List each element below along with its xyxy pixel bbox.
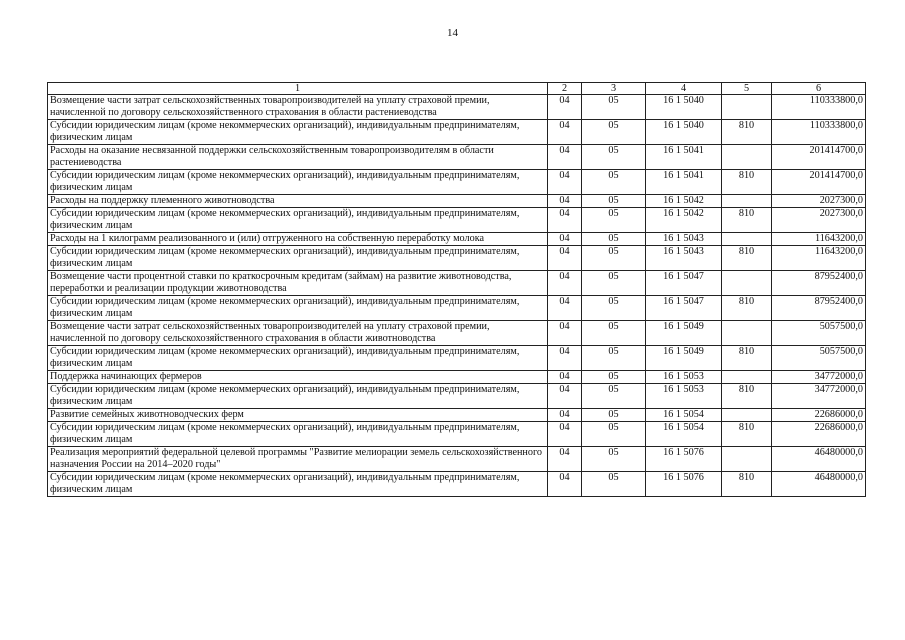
item-name: Субсидии юридическим лицам (кроме некоммерческих организаций), индивидуальным предпринимателям, физическим лицам (48, 208, 548, 233)
header-cell: 5 (722, 83, 772, 95)
table-row (48, 271, 866, 296)
amount: 2027300,0 (772, 208, 866, 233)
expense-type-code: 810 (722, 296, 772, 321)
target-article-code: 16 1 5076 (646, 472, 722, 497)
header-cell: 6 (772, 83, 866, 95)
table-row (48, 422, 866, 447)
subsection-code: 05 (582, 447, 646, 472)
expense-type-code (722, 233, 772, 246)
expense-type-code: 810 (722, 208, 772, 233)
expense-type-code: 810 (722, 170, 772, 195)
table-row (48, 120, 866, 145)
expense-type-code: 810 (722, 246, 772, 271)
section-code: 04 (548, 384, 582, 409)
subsection-code: 05 (582, 170, 646, 195)
subsection-code: 05 (582, 472, 646, 497)
subsection-code: 05 (582, 145, 646, 170)
target-article-code: 16 1 5053 (646, 384, 722, 409)
target-article-code: 16 1 5043 (646, 246, 722, 271)
subsection-code: 05 (582, 246, 646, 271)
amount: 34772000,0 (772, 384, 866, 409)
amount: 201414700,0 (772, 170, 866, 195)
item-name: Субсидии юридическим лицам (кроме некоммерческих организаций), индивидуальным предпринимателям, физическим лицам (48, 422, 548, 447)
table-row (48, 246, 866, 271)
table-row (48, 346, 866, 371)
table-row (48, 233, 866, 246)
target-article-code: 16 1 5054 (646, 409, 722, 422)
header-row (48, 83, 866, 95)
subsection-code: 05 (582, 120, 646, 145)
target-article-code: 16 1 5042 (646, 208, 722, 233)
target-article-code: 16 1 5040 (646, 95, 722, 120)
amount: 11643200,0 (772, 233, 866, 246)
amount: 34772000,0 (772, 371, 866, 384)
amount: 11643200,0 (772, 246, 866, 271)
amount: 22686000,0 (772, 409, 866, 422)
subsection-code: 05 (582, 321, 646, 346)
section-code: 04 (548, 95, 582, 120)
target-article-code: 16 1 5043 (646, 233, 722, 246)
item-name: Возмещение части затрат сельскохозяйственных товаропроизводителей на уплату страховой премии, начисленной по договору сельскохозяйственного страхования в области животноводства (48, 321, 548, 346)
section-code: 04 (548, 321, 582, 346)
table-row (48, 384, 866, 409)
expense-type-code (722, 271, 772, 296)
expense-type-code: 810 (722, 346, 772, 371)
section-code: 04 (548, 145, 582, 170)
table-row (48, 296, 866, 321)
amount: 87952400,0 (772, 296, 866, 321)
amount: 46480000,0 (772, 447, 866, 472)
item-name: Расходы на поддержку племенного животноводства (48, 195, 548, 208)
section-code: 04 (548, 422, 582, 447)
target-article-code: 16 1 5041 (646, 145, 722, 170)
table-body (48, 95, 866, 497)
amount: 2027300,0 (772, 195, 866, 208)
header-cell: 3 (582, 83, 646, 95)
table-row (48, 95, 866, 120)
subsection-code: 05 (582, 208, 646, 233)
table-row (48, 409, 866, 422)
section-code: 04 (548, 296, 582, 321)
amount: 110333800,0 (772, 120, 866, 145)
expense-type-code (722, 409, 772, 422)
page-number: 14 (447, 27, 458, 39)
subsection-code: 05 (582, 95, 646, 120)
expense-type-code (722, 195, 772, 208)
item-name: Субсидии юридическим лицам (кроме некоммерческих организаций), индивидуальным предпринимателям, физическим лицам (48, 246, 548, 271)
target-article-code: 16 1 5049 (646, 346, 722, 371)
amount: 87952400,0 (772, 271, 866, 296)
table-row (48, 170, 866, 195)
table-row (48, 321, 866, 346)
target-article-code: 16 1 5047 (646, 296, 722, 321)
target-article-code: 16 1 5049 (646, 321, 722, 346)
subsection-code: 05 (582, 371, 646, 384)
section-code: 04 (548, 246, 582, 271)
subsection-code: 05 (582, 271, 646, 296)
expense-type-code (722, 145, 772, 170)
header-cell: 1 (48, 83, 548, 95)
item-name: Субсидии юридическим лицам (кроме некоммерческих организаций), индивидуальным предпринимателям, физическим лицам (48, 120, 548, 145)
section-code: 04 (548, 447, 582, 472)
section-code: 04 (548, 346, 582, 371)
target-article-code: 16 1 5053 (646, 371, 722, 384)
table-row (48, 447, 866, 472)
section-code: 04 (548, 195, 582, 208)
expense-type-code: 810 (722, 472, 772, 497)
section-code: 04 (548, 208, 582, 233)
section-code: 04 (548, 170, 582, 195)
section-code: 04 (548, 409, 582, 422)
table-row (48, 208, 866, 233)
amount: 5057500,0 (772, 346, 866, 371)
item-name: Субсидии юридическим лицам (кроме некоммерческих организаций), индивидуальным предпринимателям, физическим лицам (48, 170, 548, 195)
item-name: Возмещение части затрат сельскохозяйственных товаропроизводителей на уплату страховой премии, начисленной по договору сельскохозяйственного страхования в области растениеводства (48, 95, 548, 120)
item-name: Реализация мероприятий федеральной целевой программы "Развитие мелиорации земель сельскохозяйственного назначения России на 2014–2020 годы" (48, 447, 548, 472)
subsection-code: 05 (582, 409, 646, 422)
amount: 22686000,0 (772, 422, 866, 447)
header-cell: 4 (646, 83, 722, 95)
target-article-code: 16 1 5041 (646, 170, 722, 195)
subsection-code: 05 (582, 346, 646, 371)
amount: 46480000,0 (772, 472, 866, 497)
section-code: 04 (548, 472, 582, 497)
amount: 5057500,0 (772, 321, 866, 346)
target-article-code: 16 1 5040 (646, 120, 722, 145)
budget-table (47, 82, 866, 497)
section-code: 04 (548, 120, 582, 145)
table-row (48, 472, 866, 497)
amount: 201414700,0 (772, 145, 866, 170)
item-name: Возмещение части процентной ставки по краткосрочным кредитам (займам) на развитие животноводства, переработки и реализации продукции животноводства (48, 271, 548, 296)
subsection-code: 05 (582, 296, 646, 321)
subsection-code: 05 (582, 195, 646, 208)
target-article-code: 16 1 5054 (646, 422, 722, 447)
item-name: Субсидии юридическим лицам (кроме некоммерческих организаций), индивидуальным предпринимателям, физическим лицам (48, 472, 548, 497)
expense-type-code: 810 (722, 422, 772, 447)
item-name: Развитие семейных животноводческих ферм (48, 409, 548, 422)
item-name: Расходы на оказание несвязанной поддержки сельскохозяйственным товаропроизводителям в области растениеводства (48, 145, 548, 170)
subsection-code: 05 (582, 384, 646, 409)
item-name: Субсидии юридическим лицам (кроме некоммерческих организаций), индивидуальным предпринимателям, физическим лицам (48, 346, 548, 371)
header-cell: 2 (548, 83, 582, 95)
expense-type-code: 810 (722, 120, 772, 145)
target-article-code: 16 1 5047 (646, 271, 722, 296)
item-name: Субсидии юридическим лицам (кроме некоммерческих организаций), индивидуальным предпринимателям, физическим лицам (48, 384, 548, 409)
subsection-code: 05 (582, 422, 646, 447)
subsection-code: 05 (582, 233, 646, 246)
target-article-code: 16 1 5042 (646, 195, 722, 208)
target-article-code: 16 1 5076 (646, 447, 722, 472)
table-row (48, 371, 866, 384)
expense-type-code (722, 371, 772, 384)
expense-type-code (722, 321, 772, 346)
item-name: Поддержка начинающих фермеров (48, 371, 548, 384)
table-row (48, 195, 866, 208)
expense-type-code (722, 447, 772, 472)
expense-type-code: 810 (722, 384, 772, 409)
section-code: 04 (548, 371, 582, 384)
section-code: 04 (548, 271, 582, 296)
expense-type-code (722, 95, 772, 120)
section-code: 04 (548, 233, 582, 246)
item-name: Расходы на 1 килограмм реализованного и (или) отгруженного на собственную переработку молока (48, 233, 548, 246)
item-name: Субсидии юридическим лицам (кроме некоммерческих организаций), индивидуальным предпринимателям, физическим лицам (48, 296, 548, 321)
table-row (48, 145, 866, 170)
amount: 110333800,0 (772, 95, 866, 120)
